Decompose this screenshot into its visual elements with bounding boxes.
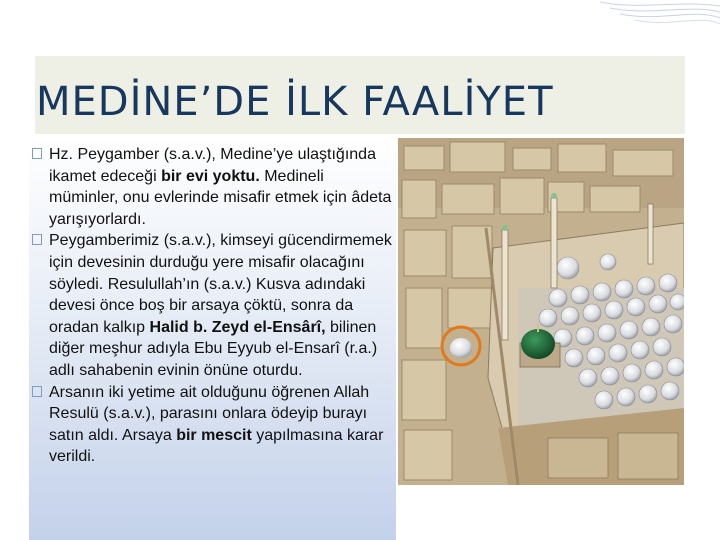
bullet-list — [32, 144, 392, 468]
bullet-item — [32, 144, 392, 230]
aerial-mosque-photo — [398, 138, 684, 485]
bullet-item — [32, 230, 392, 381]
bullet-emphasis: bir mescit — [176, 426, 252, 444]
bullet-item — [32, 382, 392, 468]
decorative-corner-lines — [600, 0, 720, 40]
bullet-text: yapılmasına karar verildi. — [49, 426, 384, 466]
bullet-emphasis: bir evi yoktu. — [161, 167, 260, 185]
slide-title: MEDİNE’DE İLK FAALİYET — [36, 79, 554, 125]
bullet-text: Arsanın iki yetime ait olduğunu öğrenen Allah Resulü (s.a.v.), parasını onlara ödeyip burayı satın aldı. Arsaya — [49, 383, 370, 444]
bullet-emphasis: Halid b. Zeyd el-Ensârî, — [149, 318, 326, 336]
square-bullet-icon — [32, 148, 42, 159]
photo-illustration — [398, 138, 684, 485]
square-bullet-icon — [32, 386, 42, 397]
square-bullet-icon — [32, 234, 42, 245]
bullet-text: bilinen diğer meşhur adıyla Ebu Eyyub el-Ensarî (r.a.) adlı sahabenin evinin önüne oturdu. — [49, 318, 378, 379]
bullet-text: Medineli müminler, onu evlerinde misafir etmek için âdeta yarışıyorlardı. — [49, 167, 392, 228]
bullet-text: Peygamberimiz (s.a.v.), kimseyi gücendirmemek için devesinin durduğu yere misafir olacağını söyledi. Resulullah’ın (s.a.v.) Kusva adındaki devesi önce boş bir arsaya çöktü, sonra da oradan kalkıp — [49, 232, 392, 336]
bullet-text: Hz. Peygamber (s.a.v.), Medine’ye ulaştığında ikamet edeceği — [49, 146, 376, 185]
